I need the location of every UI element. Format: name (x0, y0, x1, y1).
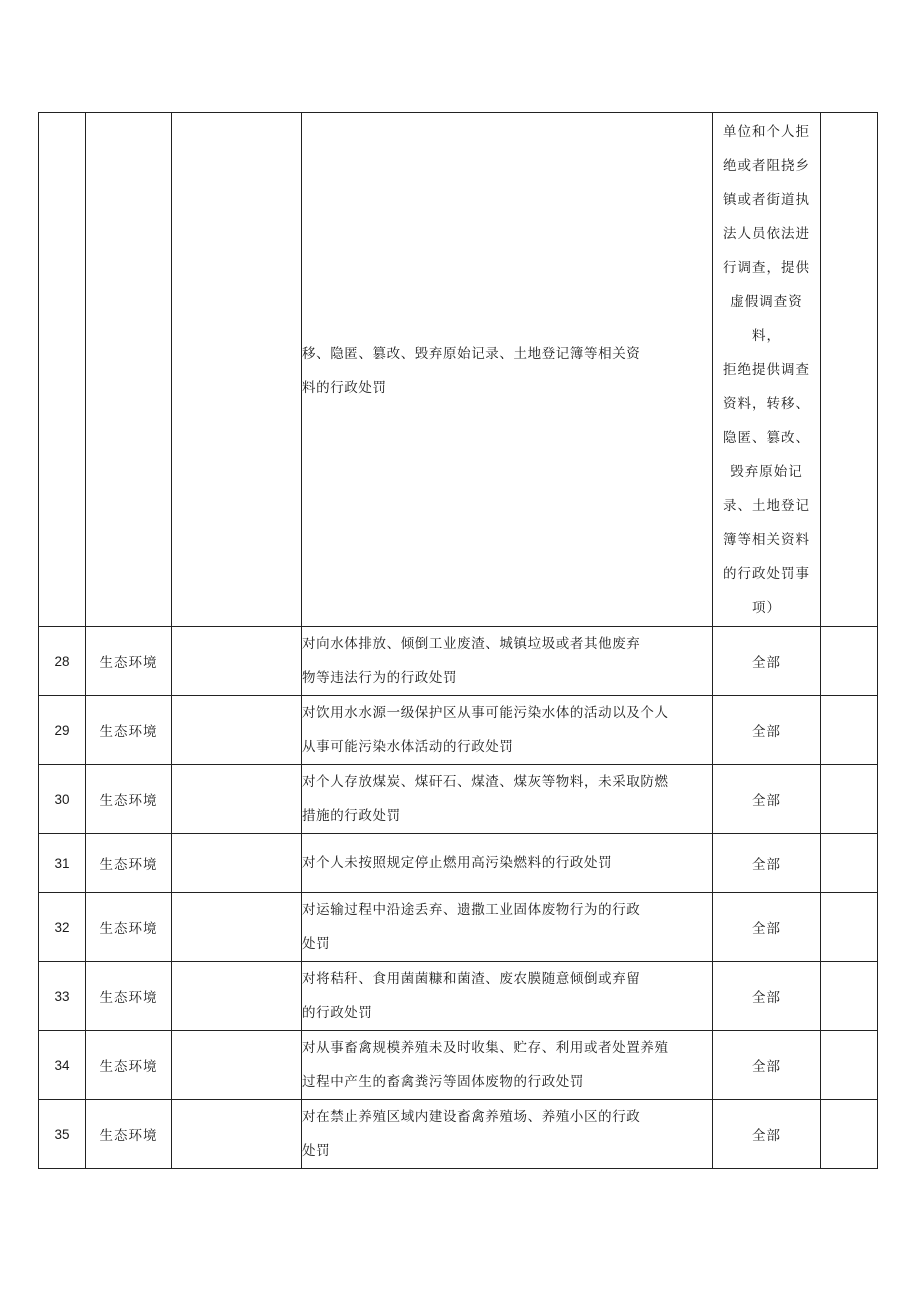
row-number-cell: 30 (39, 765, 86, 834)
description-line: 料的行政处罚 (302, 380, 387, 396)
description-cell (302, 627, 713, 696)
remarks-cell (821, 696, 878, 765)
description-line: 对向水体排放、倾倒工业废渣、城镇垃圾或者其他废弃 (302, 636, 641, 652)
description-line: 对个人未按照规定停止燃用高污染燃料的行政处罚 (302, 855, 613, 871)
remarks-cell (821, 113, 878, 627)
description-cell (302, 696, 713, 765)
scope-line: 录、土地登记 (723, 497, 810, 514)
scope-cell: 全部 (713, 765, 821, 834)
scope-line: 隐匿、篡改、 (723, 429, 810, 446)
description-cell (302, 893, 713, 962)
table-row (39, 765, 878, 834)
blank-cell (172, 1031, 302, 1100)
row-number-cell: 35 (39, 1100, 86, 1169)
description-cell (302, 765, 713, 834)
category-cell: 生态环境 (86, 834, 172, 893)
table-row (39, 627, 878, 696)
row-number-cell: 34 (39, 1031, 86, 1100)
description-line: 的行政处罚 (302, 1005, 373, 1021)
category-cell: 生态环境 (86, 962, 172, 1031)
remarks-cell (821, 627, 878, 696)
scope-line: 的行政处罚事 (723, 565, 810, 582)
scope-cell (713, 113, 821, 627)
description-cell (302, 834, 713, 893)
scope-line: 项） (752, 599, 781, 616)
description-line: 物等违法行为的行政处罚 (302, 670, 458, 686)
scope-cell: 全部 (713, 834, 821, 893)
remarks-cell (821, 1031, 878, 1100)
scope-cell: 全部 (713, 962, 821, 1031)
table-row (39, 696, 878, 765)
scope-line: 虚假调查资 (730, 293, 803, 310)
description-line: 对从事畜禽规模养殖未及时收集、贮存、利用或者处置养殖 (302, 1040, 669, 1056)
description-line: 过程中产生的畜禽粪污等固体废物的行政处罚 (302, 1074, 584, 1090)
category-cell: 生态环境 (86, 765, 172, 834)
row-number-cell: 31 (39, 834, 86, 893)
description-cell (302, 962, 713, 1031)
description-line: 处罚 (302, 936, 331, 952)
description-line: 移、隐匿、篡改、毁弃原始记录、土地登记簿等相关资 (302, 346, 641, 362)
blank-cell (172, 834, 302, 893)
table-row-continuation (39, 113, 878, 627)
table-row (39, 893, 878, 962)
description-line: 处罚 (302, 1143, 331, 1159)
category-cell: 生态环境 (86, 627, 172, 696)
row-number-cell: 29 (39, 696, 86, 765)
description-cell (302, 1031, 713, 1100)
table-row (39, 834, 878, 893)
row-number-cell: 32 (39, 893, 86, 962)
description-line: 对个人存放煤炭、煤矸石、煤渣、煤灰等物料，未采取防燃 (302, 774, 669, 790)
scope-cell: 全部 (713, 696, 821, 765)
description-line: 对将秸秆、食用菌菌糠和菌渣、废农膜随意倾倒或弃留 (302, 971, 641, 987)
blank-cell (172, 893, 302, 962)
scope-cell: 全部 (713, 1100, 821, 1169)
scope-line: 法人员依法进 (723, 225, 810, 242)
description-line: 对在禁止养殖区域内建设畜禽养殖场、养殖小区的行政 (302, 1109, 641, 1125)
remarks-cell (821, 765, 878, 834)
blank-cell (172, 1100, 302, 1169)
scope-cell: 全部 (713, 1031, 821, 1100)
penalty-items-table (38, 112, 878, 1169)
blank-cell (172, 696, 302, 765)
category-cell (86, 113, 172, 627)
remarks-cell (821, 1100, 878, 1169)
scope-line: 单位和个人拒 (723, 123, 810, 140)
description-line: 从事可能污染水体活动的行政处罚 (302, 739, 514, 755)
remarks-cell (821, 834, 878, 893)
remarks-cell (821, 893, 878, 962)
description-line: 对运输过程中沿途丢弃、遗撒工业固体废物行为的行政 (302, 902, 641, 918)
description-cell (302, 1100, 713, 1169)
scope-line: 料， (752, 327, 781, 344)
category-cell: 生态环境 (86, 1031, 172, 1100)
category-cell: 生态环境 (86, 696, 172, 765)
description-cell (302, 113, 713, 627)
description-line: 对饮用水水源一级保护区从事可能污染水体的活动以及个人 (302, 705, 669, 721)
scope-line: 行调查，提供 (723, 259, 810, 276)
description-line: 措施的行政处罚 (302, 808, 401, 824)
blank-cell (172, 627, 302, 696)
category-cell: 生态环境 (86, 1100, 172, 1169)
scope-line: 毁弃原始记 (730, 463, 803, 480)
row-number-cell: 28 (39, 627, 86, 696)
blank-cell (172, 113, 302, 627)
scope-cell: 全部 (713, 893, 821, 962)
scope-line: 镇或者街道执 (723, 191, 810, 208)
row-number-cell: 33 (39, 962, 86, 1031)
table-row (39, 962, 878, 1031)
table-row (39, 1100, 878, 1169)
scope-line: 簿等相关资料 (723, 531, 810, 548)
table-row (39, 1031, 878, 1100)
row-number-cell (39, 113, 86, 627)
scope-cell: 全部 (713, 627, 821, 696)
category-cell: 生态环境 (86, 893, 172, 962)
scope-line: 绝或者阻挠乡 (723, 157, 810, 174)
blank-cell (172, 765, 302, 834)
scope-line: 拒绝提供调查 (723, 361, 810, 378)
scope-line: 资料，转移、 (723, 395, 810, 412)
blank-cell (172, 962, 302, 1031)
remarks-cell (821, 962, 878, 1031)
